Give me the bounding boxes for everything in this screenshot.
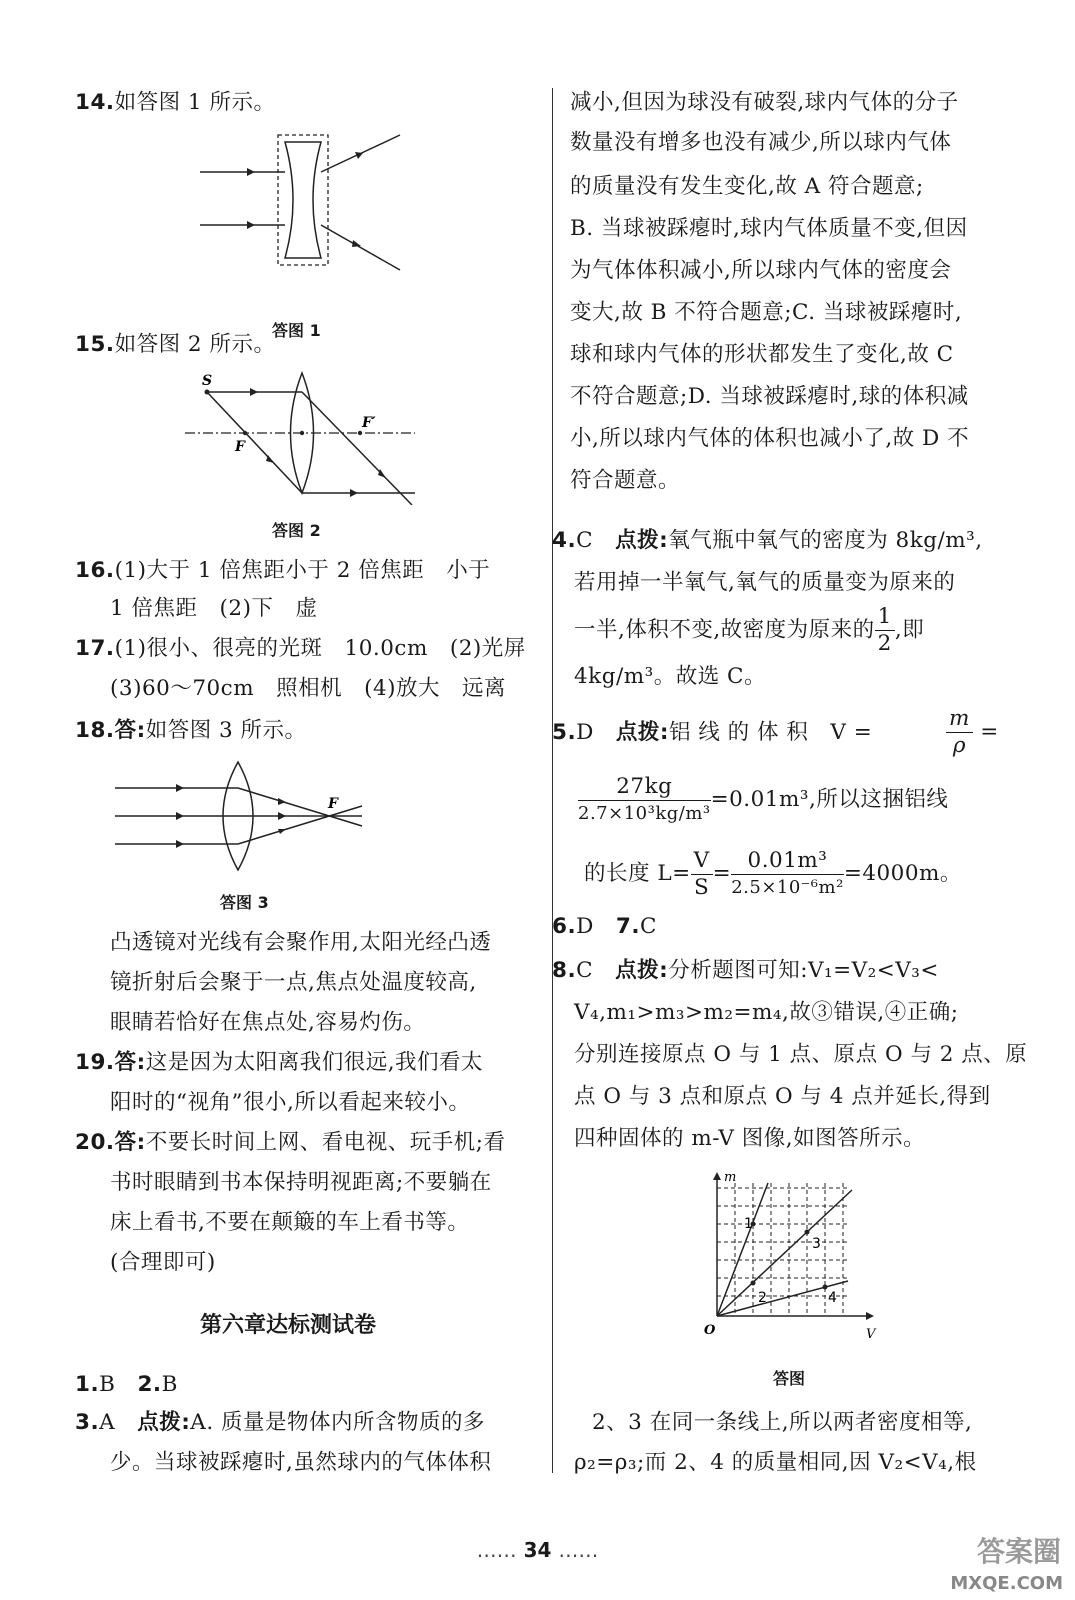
fig2-label-f-prime: F′ [362,415,376,431]
q4-line3: 一半,体积不变,故密度为原来的 $\frac{1}{2}$ ,即 [574,604,925,656]
section-title: 第六章达标测试卷 [200,1313,377,1338]
q8-line3: 分别连接原点 O 与 1 点、原点 O 与 2 点、原 [574,1042,1028,1067]
q20-line4: (合理即可) [110,1250,216,1275]
q3-cont-2: 数量没有增多也没有减少,所以球内气体 [570,130,952,155]
fig2-label-s: S [202,373,213,389]
fig3-label-f: F [328,796,338,812]
q8-cont-1: 2、3 在同一条线上,所以两者密度相等, [592,1410,973,1435]
a3-line1: 3.A 点拨:A. 质量是物体内所含物质的多 [75,1410,485,1435]
graph-point-2: 2 [758,1290,767,1306]
figure-3-convex-lens-focus [110,758,370,878]
fraction-one-half: $\frac{1}{2}$ [875,604,895,657]
figure-2-convex-lens [180,365,420,505]
q8-line2: V₄,m₁>m₃>m₂=m₄,故③错误,④正确; [574,1000,959,1025]
q18-expl-1: 凸透镜对光线有会聚作用,太阳光经凸透 [110,930,492,955]
q14-line: 14.如答图 1 所示。 [75,90,276,115]
q16-line2: 1 倍焦距 (2)下 虚 [110,596,318,621]
q17-line1: 17.(1)很小、很亮的光斑 10.0cm (2)光屏 [75,636,526,661]
q4-line4: 4kg/m³。故选 C。 [574,664,767,689]
q15-line: 15.如答图 2 所示。 [75,332,276,357]
figure-1-concave-lens [195,130,405,280]
fraction-mass-density: $\frac{27kg}{\text{2.7×10³kg/m³}}$ [578,773,711,824]
q5-frac-m-rho: $\frac{m}{\rho}$ = [946,706,999,759]
q5-line2: $\frac{27kg}{\text{2.7×10³kg/m³}}$ =0.01m³,所以这捆铝线 [578,772,948,828]
q3-cont-9: 小,所以球内气体的体积也减小了,故 D 不 [570,426,970,451]
graph-point-3: 3 [812,1236,821,1252]
q8-line4: 点 O 与 3 点和原点 O 与 4 点并延长,得到 [574,1084,991,1109]
figure-2-caption: 答图 2 [272,521,321,540]
q5-line3: 的长度 L= $\frac{V}{S}$ = $\frac{\text{0.01m³}}{\text{2.5×10⁻⁶m²}}$ =4000m。 [584,847,962,900]
q3-cont-1: 减小,但因为球没有破裂,球内气体的分子 [570,90,959,115]
q17-line2: (3)60～70cm 照相机 (4)放大 远离 [110,676,507,701]
a3-line2: 少。当球被踩瘪时,虽然球内的气体体积 [110,1450,492,1475]
q3-cont-8: 不符合题意;D. 当球被踩瘪时,球的体积减 [570,384,969,409]
q18-line: 18.答:如答图 3 所示。 [75,718,307,743]
q20-line1: 20.答:不要长时间上网、看电视、玩手机;看 [75,1130,506,1155]
q19-line1: 19.答:这是因为太阳离我们很远,我们看太 [75,1050,484,1075]
q18-expl-2: 镜折射后会聚于一点,焦点处温度较高, [110,970,477,995]
q6-q7-line: 6.D 7.C [552,914,657,939]
q4-line2: 若用掉一半氧气,氧气的质量变为原来的 [574,570,956,595]
q8-cont-2: ρ₂=ρ₃;而 2、4 的质量相同,因 V₂<V₄,根 [574,1450,977,1475]
q3-cont-6: 变大,故 B 不符合题意;C. 当球被踩瘪时, [570,300,963,325]
column-divider [552,88,553,1473]
graph-point-1: 1 [744,1216,753,1232]
watermark-site: MXQE.COM [950,1573,1063,1594]
q19-line2: 阳时的“视角”很小,所以看起来较小。 [110,1090,471,1115]
a1-a2-line: 1.B 2.B [75,1372,178,1397]
q3-cont-10: 符合题意。 [570,468,681,493]
graph-axis-m: m [724,1170,737,1185]
watermark-logo: 答案圈 [976,1535,1061,1568]
q18-expl-3: 眼睛若恰好在焦点处,容易灼伤。 [110,1010,426,1035]
graph-origin: O [704,1323,716,1338]
q20-line3: 床上看书,不要在颠簸的车上看书等。 [110,1210,470,1235]
q3-cont-3: 的质量没有发生变化,故 A 符合题意; [570,174,924,199]
graph-axis-v: V [866,1327,876,1342]
q8-line1: 8.C 点拨:分析题图可知:V₁=V₂<V₃< [552,958,939,983]
figure-1-caption: 答图 1 [272,321,321,340]
figure-m-v-graph [700,1168,880,1348]
q5-line1: 5.D 点拨:铝 线 的 体 积 V = [552,720,873,745]
q3-cont-7: 球和球内气体的形状都发生了变化,故 C [570,342,954,367]
q20-line2: 书时眼睛到书本保持明视距离;不要躺在 [110,1170,492,1195]
q8-line5: 四种固体的 m-V 图像,如图答所示。 [574,1126,926,1151]
q16-line1: 16.(1)大于 1 倍焦距小于 2 倍焦距 小于 [75,558,491,583]
figure-4-caption: 答图 [773,1369,806,1388]
page-footer: …… 34 …… [476,1538,599,1562]
graph-point-4: 4 [828,1290,837,1306]
figure-3-caption: 答图 3 [220,893,269,912]
q3-cont-5: 为气体体积减小,所以球内气体的密度会 [570,258,952,283]
q4-line1: 4.C 点拨:氧气瓶中氧气的密度为 8kg/m³, [552,528,983,553]
fraction-volume-area: $\frac{\text{0.01m³}}{\text{2.5×10⁻⁶m²}}$ [731,847,844,898]
page-number: 34 [523,1538,552,1562]
fig2-label-f: F [235,439,245,455]
q3-cont-4: B. 当球被踩瘪时,球内气体质量不变,但因 [570,216,968,241]
